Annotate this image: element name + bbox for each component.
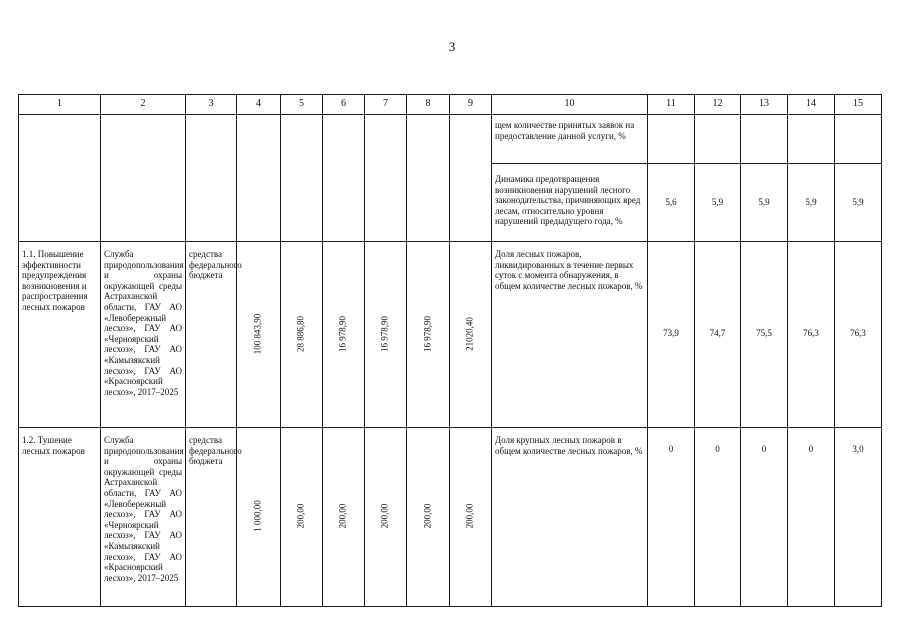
executor-text: Служба природопользования и охраны окружающей среды Астраханской области, ГАУ АО «Левобережный лесхоз», ГАУ АО «Черноярский лесхоз», ГАУ АО «Камызякский лесхоз», ГАУ АО «Красноярский лесхоз», 2017–2025 xyxy=(104,249,184,397)
header-cell: 13 xyxy=(759,98,769,109)
indicator-value: 5,9 xyxy=(758,197,770,207)
header-cell: 4 xyxy=(256,98,261,109)
indicator-text: Доля крупных лесных пожаров в общем количестве лесных пожаров, % xyxy=(495,435,643,456)
indicator-text: щем количестве принятых заявок на предоставление данной услуги, % xyxy=(495,120,635,141)
indicator-value: 5,9 xyxy=(852,197,864,207)
indicator-value: 74,7 xyxy=(709,328,726,338)
header-cell: 5 xyxy=(299,98,304,109)
indicator-value: 0 xyxy=(715,444,720,454)
indicator-value: 0 xyxy=(668,444,674,454)
header-cell: 9 xyxy=(468,98,473,109)
header-cell: 2 xyxy=(140,98,146,109)
amount-year: 16 978,90 xyxy=(379,316,390,352)
amount-year: 28 886,80 xyxy=(295,316,306,352)
indicator-text: Динамика предотвращения возникновения нарушений лесного законодательства, причиняющих вред лесам, относительно уровня нарушений предыдущего года, % xyxy=(495,174,641,227)
header-cell: 6 xyxy=(341,98,346,109)
indicator-value: 73,9 xyxy=(663,328,679,338)
funding-source: средства федерального бюджета xyxy=(189,249,242,281)
header-cell: 12 xyxy=(712,98,723,109)
header-cell: 3 xyxy=(208,98,214,109)
amount-year: 16 978,90 xyxy=(422,316,433,352)
amount-year: 16 978,90 xyxy=(337,316,348,352)
indicator-text: Доля лесных пожаров, ликвидированных в течение первых суток с момента обнаружения, в общем количестве лесных пожаров, % xyxy=(495,249,643,291)
amount-total: 1 000,00 xyxy=(252,500,263,532)
amount-year: 200,00 xyxy=(422,503,433,529)
amount-year: 200,00 xyxy=(337,503,348,529)
indicator-value: 76,3 xyxy=(803,328,819,338)
header-cell: 10 xyxy=(564,98,575,109)
indicator-value: 0 xyxy=(808,444,814,454)
executor-text: Служба природопользования и охраны окружающей среды Астраханской области, ГАУ АО «Левобережный лесхоз», ГАУ АО «Черноярский лесхоз», ГАУ АО «Камызякский лесхоз», ГАУ АО «Красноярский лесхоз», 2017–2025 xyxy=(104,435,184,583)
header-cell: 11 xyxy=(666,98,676,109)
header-cell: 8 xyxy=(425,98,431,109)
event-name: 1.2. Тушение лесных пожаров xyxy=(22,435,85,456)
indicator-value: 0 xyxy=(761,444,767,454)
amount-year: 200,00 xyxy=(379,503,390,529)
header-cell: 7 xyxy=(383,98,388,109)
header-cell: 14 xyxy=(806,98,816,109)
header-cell: 15 xyxy=(853,98,863,109)
amount-year: 21020,40 xyxy=(464,317,475,351)
indicator-value: 3,0 xyxy=(852,444,864,454)
indicator-value: 5,6 xyxy=(665,197,677,207)
header-cell: 1 xyxy=(57,98,62,109)
funding-source: средства федерального бюджета xyxy=(189,435,242,467)
page-number: 3 xyxy=(448,39,456,54)
amount-year: 200,00 xyxy=(295,503,306,529)
indicator-value: 5,9 xyxy=(805,197,817,207)
amount-total: 100 843,90 xyxy=(252,313,263,355)
indicator-value: 76,3 xyxy=(850,328,866,338)
indicator-value: 75,5 xyxy=(756,328,772,338)
amount-year: 200,00 xyxy=(464,503,475,529)
event-name: 1.1. Повышение эффективности предупреждения возникновения и распространения лесных пожаров xyxy=(22,249,88,312)
indicator-value: 5,9 xyxy=(711,197,724,207)
